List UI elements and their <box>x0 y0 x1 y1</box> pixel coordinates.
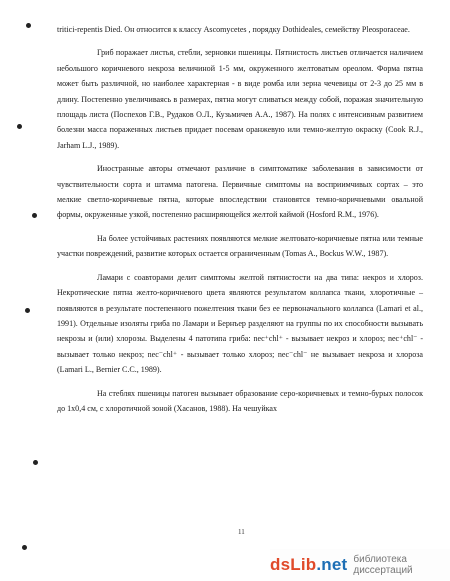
site-logo[interactable] <box>270 555 347 575</box>
paragraph-1: tritici-repentis Died. Он относится к классу Ascomycetes , порядку Dothideales, семейству Pleosporaceae. <box>57 25 410 34</box>
logo-suffix: .net <box>316 555 348 574</box>
margin-bullet-2 <box>17 124 22 129</box>
paragraph-4: На более устойчивых растениях появляются мелкие желтовато-коричневые пятна или темные участки повреждений, развитие которых остается ограниченным (Tomas A., Bockus W.W., 1987). <box>57 233 423 259</box>
margin-bullet-4 <box>25 308 30 313</box>
margin-bullet-6 <box>22 545 27 550</box>
paragraph-2: Гриб поражает листья, стебли, зерновки пшеницы. Пятнистость листьев отличается наличием небольшого коричневого некроза величиной 1-5 мм, окруженного желтоватым ореолом. Форма пятна может быть различной, но наиболее характерная - в виде ромба или зерна чечевицы от 2-3 до 25 мм в длину. Постепенно увеличиваясь в размерах, пятна могут сливаться между собой, поражая значительную площадь листа (Поспехов Г.В., Рудаков О.Л., Кузьмичев А.А., 1987). На полях с интенсивным развитием болезни масса пораженных листьев придает посевам оранжевую или темно-желтую окраску (Cook R.J., Jarham L.J., 1989). <box>57 48 423 150</box>
logo-main: dsLib <box>270 555 317 574</box>
paragraph-3: Иностранные авторы отмечают различие в симптоматике заболевания в зависимости от чувствительности сорта и штамма патогена. Первичные симптомы на восприимчивых сортах – это мелкие светло-коричневые пятна, которые впоследствии становятся темно-коричневыми овальной формы, окруженные узкой, постепенно расширяющейся желтой каймой (Hosford R.M., 1976). <box>57 164 423 220</box>
margin-bullet-5 <box>33 460 38 465</box>
site-footer[interactable] <box>270 549 450 581</box>
site-tagline: библиотека диссертаций <box>353 554 413 576</box>
paragraph-5: Ламари с соавторами делит симптомы желтой пятнистости на два типа: некроз и хлороз. Некротические пятна желто-коричневого цвета являются результатом коллапса ткани, хлоротичные – появляются в результате постепенного пожелтения ткани без ее первоначального коллапса (Lamari et al., 1991). Отдельные изоляты гриба по Ламари и Бернъер разделяют на группы по их способности вызывать некрозы и (или) хлорозы. Выделены 4 патотипа гриба: nec⁺chl⁺ - вызывает некроз и хлороз; nec⁺chl⁻ - вызывает только некроз; nec⁻chl⁺ - вызывает только хлороз; nec⁻chl⁻ не вызывает некроза и хлороза (Lamari L., Bernier C.C., 1989). <box>57 272 423 375</box>
body-text <box>57 22 423 416</box>
margin-bullet-1 <box>26 23 31 28</box>
margin-bullet-3 <box>32 213 37 218</box>
paragraph-6: На стеблях пшеницы патоген вызывает образование серо-коричневых и темно-бурых полосок до 1х0,4 см, с хлоротичной зоной (Хасанов, 1988). На чешуйках <box>57 388 423 413</box>
page-number: 11 <box>238 528 245 536</box>
